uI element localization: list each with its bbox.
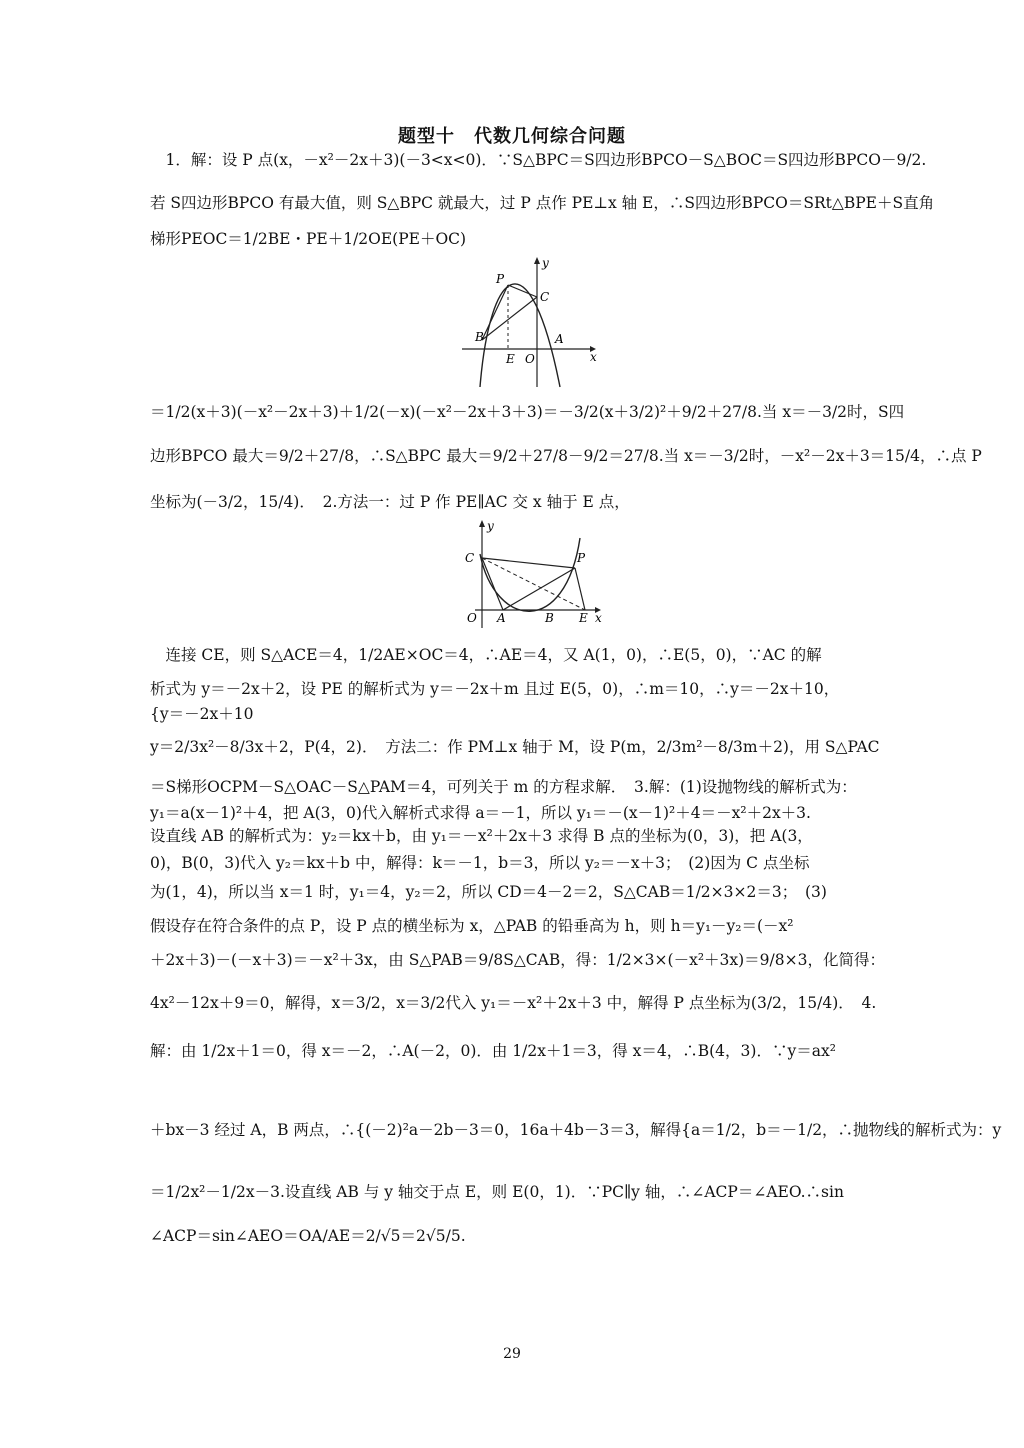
label-o: O — [525, 352, 535, 366]
text-line: ＋2x＋3)－(－x＋3)＝－x²＋3x，由 S△PAB＝9/8S△CAB，得：1/2×3×(－x²＋3x)＝9/8×3，化简得： — [150, 951, 885, 969]
label-a: A — [497, 611, 506, 625]
label-b: B — [545, 611, 554, 625]
segment-bc — [482, 297, 537, 340]
text-line: ＝1/2(x＋3)(－x²－2x＋3)＋1/2(－x)(－x²－2x＋3＋3)＝－3/2(x＋3/2)²＋9/2＋27/8.当 x＝－3/2时，S四 — [150, 403, 905, 421]
text-line: 坐标为(－3/2，15/4)． 2.方法一：过 P 作 PE∥AC 交 x 轴于 E 点， — [150, 493, 630, 511]
text-line: 假设存在符合条件的点 P，设 P 点的横坐标为 x，△PAB 的铅垂高为 h，则 h＝y₁－y₂＝(－x² — [150, 917, 794, 935]
text-line: 析式为 y＝－2x＋2，设 PE 的解析式为 y＝－2x＋m 且过 E(5，0)，∴m＝10，∴y＝－2x＋10， — [150, 680, 840, 698]
label-b: B — [475, 330, 484, 344]
label-e: E — [579, 611, 588, 625]
text-line: 解：由 1/2x＋1＝0，得 x＝－2，∴A(－2，0)．由 1/2x＋1＝3，得 x＝4，∴B(4，3)．∵y＝ax² — [150, 1042, 836, 1060]
label-x: x — [590, 350, 597, 364]
text-line: y＝2/3x²－8/3x＋2，P(4，2)． 方法二：作 PM⊥x 轴于 M，设 P(m，2/3m²－8/3m＋2)，用 S△PAC — [150, 738, 880, 756]
text-line: y₁＝a(x－1)²＋4，把 A(3，0)代入解析式求得 a＝－1，所以 y₁＝－(x－1)²＋4＝－x²＋2x＋3. — [150, 804, 811, 822]
y-axis-arrow — [479, 520, 485, 527]
parabola-figure-2 — [455, 518, 605, 630]
text-line: 梯形PEOC＝1/2BE・PE＋1/2OE(PE＋OC) — [150, 230, 467, 248]
label-p: P — [496, 272, 505, 286]
parabola-figure-1 — [460, 255, 600, 390]
text-line: 为(1，4)，所以当 x＝1 时，y₁＝4，y₂＝2，所以 CD＝4－2＝2，S△CAB＝1/2×3×2＝3； (3) — [150, 883, 827, 901]
text-line: 1．解：设 P 点(x，－x²－2x＋3)(－3<x<0)．∵S△BPC＝S四边形BPCO－S△BOC＝S四边形BPCO－9/2. — [150, 151, 927, 169]
label-a: A — [555, 332, 564, 346]
segment-bp — [482, 285, 508, 340]
text-line: 4x²－12x＋9＝0，解得，x＝3/2，x＝3/2代入 y₁＝－x²＋2x＋3 中，解得 P 点坐标为(3/2，15/4)． 4. — [150, 994, 877, 1012]
segment-ca — [482, 558, 503, 610]
label-o: O — [467, 611, 477, 625]
text-line: {y＝－2x＋10 — [150, 705, 254, 723]
page-number: 29 — [503, 1346, 521, 1362]
text-line: 若 S四边形BPCO 有最大值，则 S△BPC 就最大，过 P 点作 PE⊥x 轴 E，∴S四边形BPCO＝SRt△BPE＋S直角 — [150, 194, 935, 212]
text-line: ＝S梯形OCPM－S△OAC－S△PAM＝4，可列关于 m 的方程求解． 3.解：(1)设抛物线的解析式为： — [150, 778, 857, 796]
y-axis-arrow — [534, 257, 540, 264]
text-line: ＝1/2x²－1/2x－3.设直线 AB 与 y 轴交于点 E，则 E(0，1)．∵PC∥y 轴，∴∠ACP＝∠AEO.∴sin — [150, 1183, 844, 1201]
segment-ce — [482, 558, 585, 610]
label-x: x — [595, 611, 602, 625]
text-line: 连接 CE，则 S△ACE＝4，1/2AE×OC＝4，∴AE＝4，又 A(1，0)，∴E(5，0)，∵AC 的解 — [150, 646, 822, 664]
text-line: ＋bx－3 经过 A，B 两点，∴{(－2)²a－2b－3＝0，16a＋4b－3＝3，解得{a＝1/2，b＝－1/2，∴抛物线的解析式为：y — [150, 1121, 1002, 1139]
segment-cp — [482, 558, 575, 568]
text-line: 设直线 AB 的解析式为：y₂＝kx＋b，由 y₁＝－x²＋2x＋3 求得 B 点的坐标为(0，3)，把 A(3， — [150, 827, 813, 845]
text-line: ∠ACP＝sin∠AEO＝OA/AE＝2/√5＝2√5/5. — [150, 1227, 466, 1245]
segment-pe — [575, 568, 585, 610]
page-title: 题型十 代数几何综合问题 — [398, 126, 626, 147]
label-c: C — [465, 551, 475, 565]
label-e: E — [506, 352, 515, 366]
text-line: 边形BPCO 最大＝9/2＋27/8，∴S△BPC 最大＝9/2＋27/8－9/2＝27/8.当 x＝－3/2时，－x²－2x＋3＝15/4，∴点 P — [150, 447, 982, 465]
label-c: C — [540, 290, 550, 304]
text-line: 0)，B(0，3)代入 y₂＝kx＋b 中，解得：k＝－1，b＝3，所以 y₂＝－x＋3； (2)因为 C 点坐标 — [150, 854, 810, 872]
label-y: y — [487, 519, 494, 533]
label-p: P — [577, 551, 586, 565]
label-y: y — [542, 256, 549, 270]
